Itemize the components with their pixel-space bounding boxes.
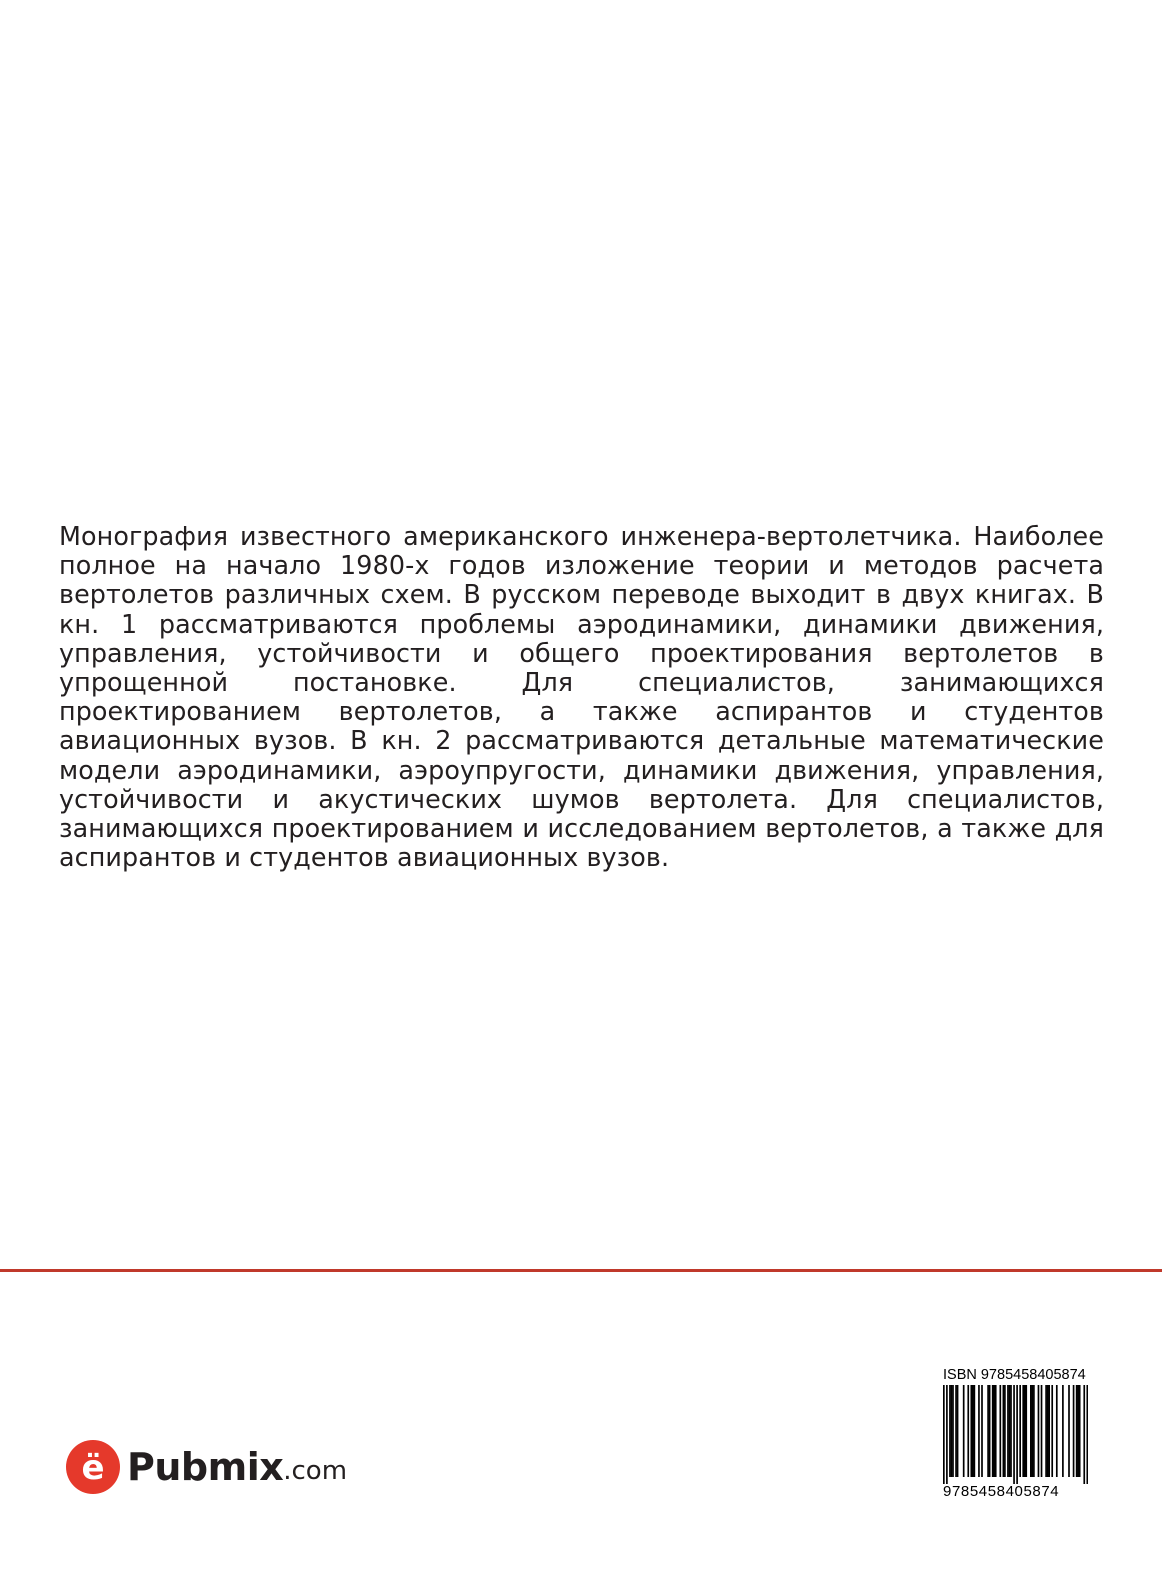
barcode-bar — [972, 1385, 974, 1477]
barcode-bar — [978, 1385, 980, 1477]
barcode-bar — [943, 1385, 945, 1484]
barcode-bar — [951, 1385, 953, 1477]
barcode-bar — [1016, 1385, 1018, 1484]
barcode-bar — [989, 1385, 991, 1477]
isbn-label: ISBN 9785458405874 — [943, 1367, 1086, 1383]
barcode-bar — [967, 1385, 969, 1477]
barcode-bar — [1030, 1385, 1032, 1477]
barcode-bar — [1004, 1385, 1006, 1477]
barcode-bar — [1068, 1385, 1070, 1477]
barcode-bar — [1048, 1385, 1050, 1477]
barcode-bar — [999, 1385, 1001, 1477]
barcode-bar — [946, 1385, 948, 1484]
barcode-bar — [949, 1385, 951, 1477]
ean13-barcode-icon — [943, 1385, 1088, 1484]
barcode-bar — [1032, 1385, 1034, 1477]
barcode-bar — [955, 1385, 957, 1477]
barcode-bar — [1062, 1385, 1064, 1477]
barcode-bar — [974, 1385, 976, 1477]
book-annotation: Монография известного американского инженера-вертолетчика. Наиболее полное на начало 1980-х годов изложение теории и методов расчета вертолетов различных схем. В русском переводе выходит в двух книгах. В кн. 1 рассматриваются проблемы аэродинамики, динамики движения, управления, устойчивости и общего проектирования вертолетов в упрощенной постановке. Для специалистов, занимающихся проектированием вертолетов, а также аспирантов и студентов авиационных вузов. В кн. 2 рассматриваются детальные математические модели аэродинамики, аэроупругости, динамики движения, управления, устойчивости и акустических шумов вертолета. Для специалистов, занимающихся проектированием и исследованием вертолетов, а также для аспирантов и студентов авиационных вузов. — [59, 521, 1104, 873]
barcode-bar — [1024, 1385, 1026, 1477]
publisher-name: Pubmix — [127, 1445, 284, 1489]
barcode-bar — [952, 1385, 954, 1477]
barcode-bar — [1022, 1385, 1024, 1477]
barcode-bar — [1083, 1385, 1085, 1484]
barcode-bar — [1086, 1385, 1088, 1484]
barcode-bar — [1013, 1385, 1015, 1484]
barcode-bar — [1045, 1385, 1047, 1477]
barcode-bar — [1003, 1385, 1005, 1477]
svg-text:ё: ё — [81, 1448, 105, 1488]
barcode-bar — [1056, 1385, 1058, 1477]
barcode-bar — [1010, 1385, 1012, 1477]
barcode-bar — [970, 1385, 972, 1477]
barcode-bar — [987, 1385, 989, 1477]
barcode-bar — [963, 1385, 965, 1477]
barcode-bar — [1009, 1385, 1011, 1477]
divider-rule — [0, 1269, 1162, 1272]
barcode-bar — [992, 1385, 994, 1477]
barcode-bar — [1007, 1385, 1009, 1477]
barcode-bar — [957, 1385, 959, 1477]
barcode-bar — [1051, 1385, 1053, 1477]
pubmix-e-logo-icon — [65, 1439, 121, 1495]
barcode-bar — [981, 1385, 983, 1477]
barcode-bar — [1077, 1385, 1079, 1477]
barcode-bar — [995, 1385, 997, 1477]
barcode-bar — [1079, 1385, 1081, 1477]
publisher-domain: .com — [283, 1456, 348, 1486]
barcode-bar — [1025, 1385, 1027, 1477]
isbn-barcode-block — [943, 1367, 1098, 1500]
barcode-bar — [993, 1385, 995, 1477]
barcode-bar — [1033, 1385, 1035, 1477]
barcode-bar — [1041, 1385, 1043, 1477]
barcode-bar — [1038, 1385, 1040, 1477]
barcode-digits: 9785458405874 — [943, 1483, 1060, 1500]
barcode-bar — [1019, 1385, 1021, 1477]
publisher-logo — [65, 1438, 347, 1496]
barcode-bar — [1076, 1385, 1078, 1477]
barcode-bar — [1047, 1385, 1049, 1477]
barcode-bar — [1073, 1385, 1075, 1477]
